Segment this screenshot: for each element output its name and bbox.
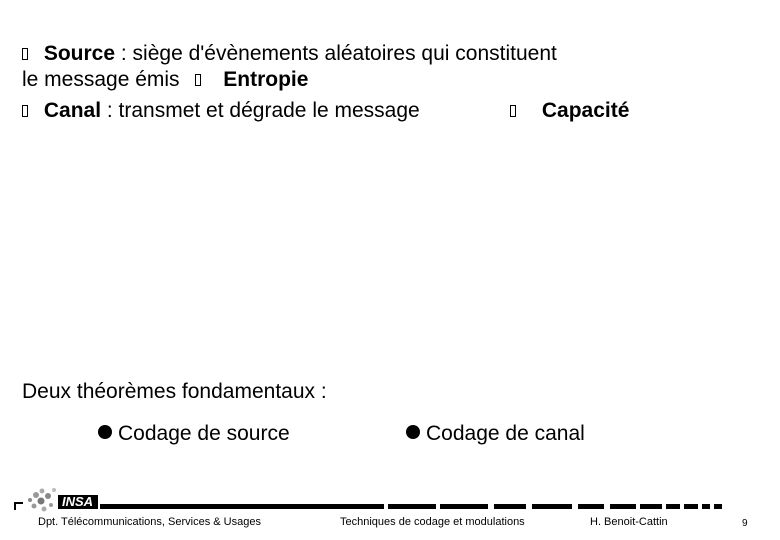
bullet-icon — [22, 105, 28, 117]
page-number: 9 — [742, 518, 748, 529]
arrow-placeholder-icon — [195, 74, 201, 86]
bullet-icon — [22, 48, 28, 60]
source-term: Source — [43, 42, 116, 65]
theorem-item-channel — [406, 422, 585, 446]
bullet-dot-icon — [406, 425, 420, 439]
footer-author: H. Benoit-Cattin — [590, 516, 668, 528]
theorem-item-source-label: Codage de source — [118, 422, 290, 445]
channel-line — [22, 99, 420, 123]
source-line-2 — [22, 68, 308, 92]
capacity-term: Capacité — [541, 99, 630, 122]
bullet-dot-icon — [98, 425, 112, 439]
footer-course: Techniques de codage et modulations — [340, 516, 525, 528]
source-description-2: le message émis — [22, 68, 180, 91]
logo-text: INSA — [62, 494, 94, 509]
footer-department: Dpt. Télécommunications, Services & Usages — [38, 516, 261, 528]
channel-term: Canal — [43, 99, 102, 122]
theorems-heading: Deux théorèmes fondamentaux : — [22, 380, 327, 403]
theorem-item-channel-label: Codage de canal — [426, 422, 585, 445]
insa-logo — [14, 486, 100, 516]
arrow-placeholder-icon — [510, 105, 516, 117]
source-line — [22, 42, 557, 66]
entropy-term: Entropie — [223, 68, 309, 91]
theorem-item-source — [98, 422, 290, 446]
channel-description: : transmet et dégrade le message — [101, 99, 420, 122]
source-description: : siège d'évènements aléatoires qui constituent — [115, 42, 557, 65]
capacity-line — [510, 99, 629, 123]
